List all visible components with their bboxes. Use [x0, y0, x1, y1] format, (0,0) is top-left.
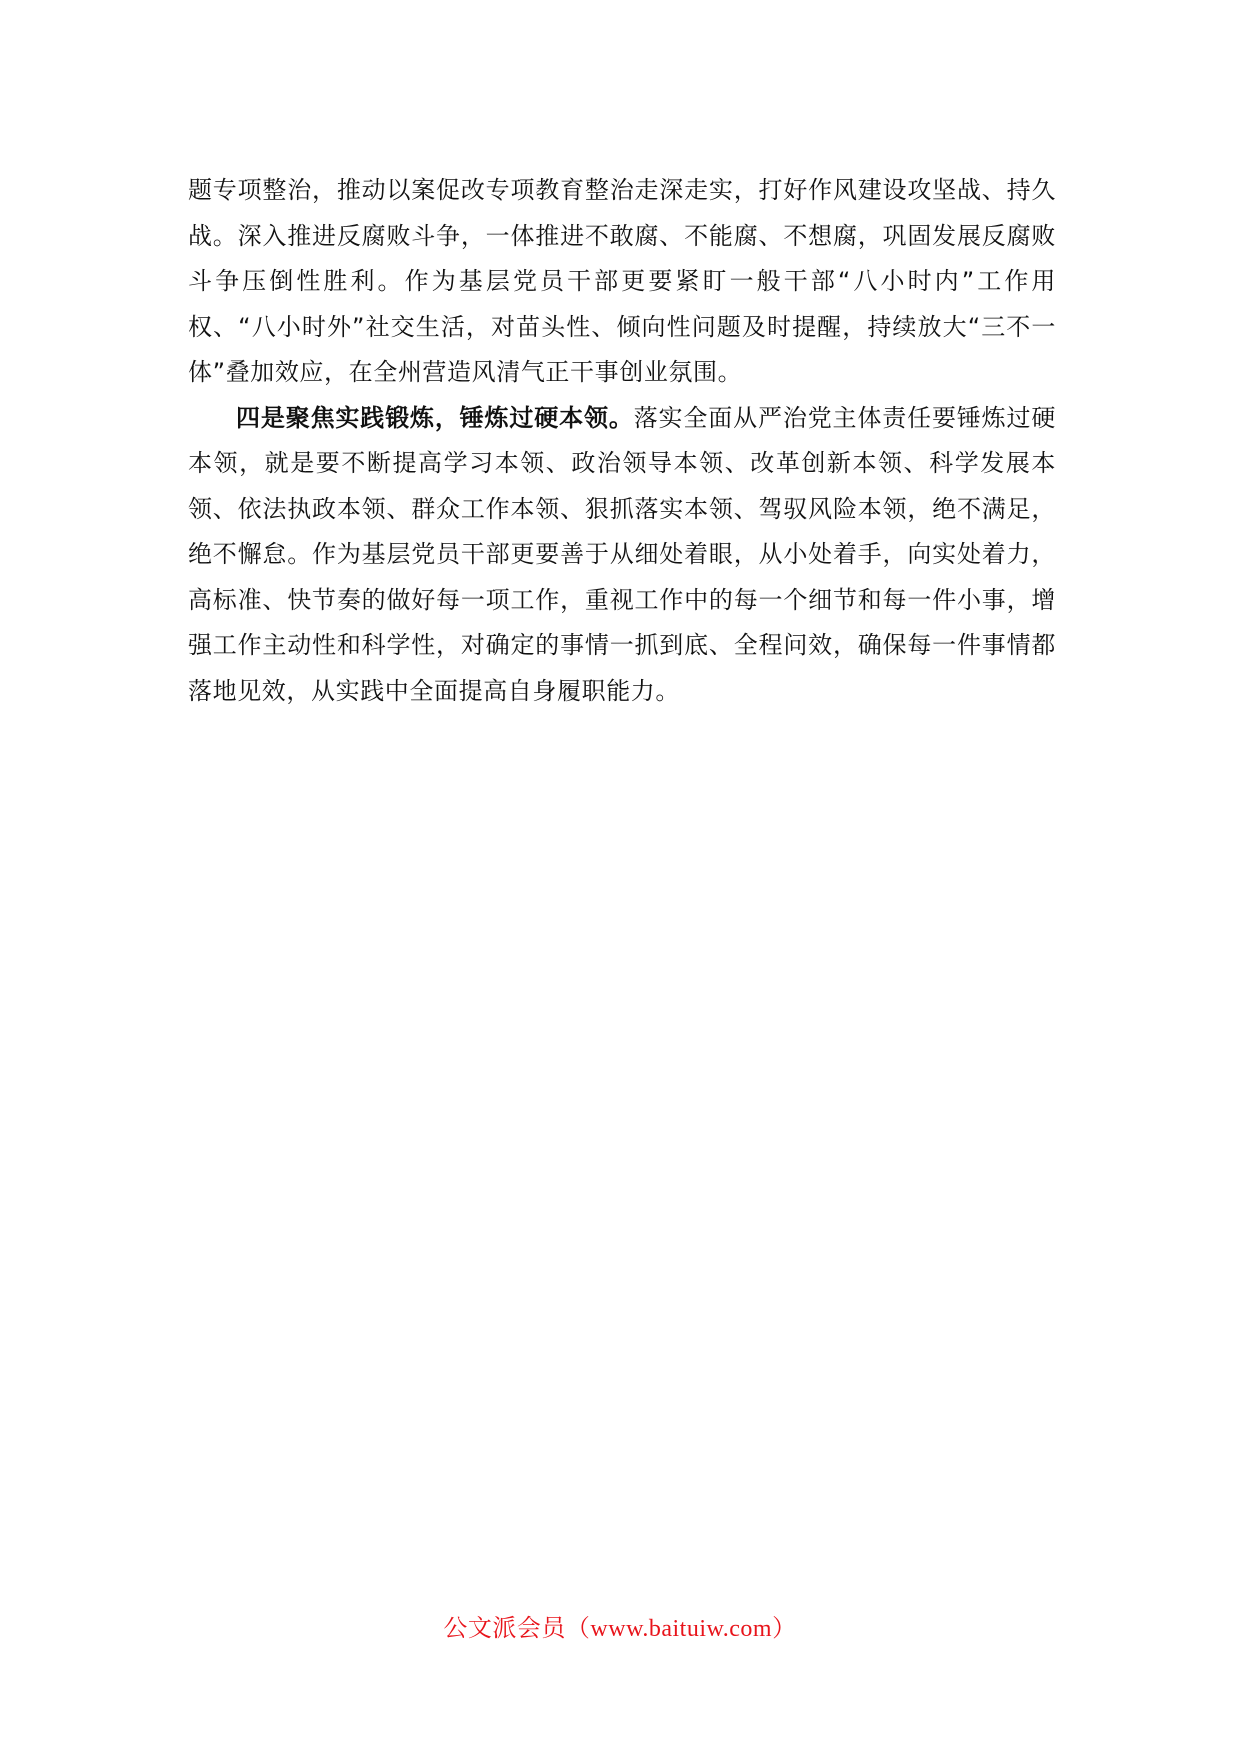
paragraph-four [188, 396, 1056, 715]
footer-brand: 公文派会员 [443, 1614, 566, 1642]
footer-watermark [0, 1613, 1240, 1644]
document-body [188, 168, 1056, 714]
footer-url[interactable]: www.baituiw.com [590, 1616, 773, 1642]
footer-close-paren: ） [772, 1614, 797, 1642]
footer-open-paren: （ [565, 1614, 591, 1642]
paragraph-heading: 四是聚焦实践锻炼，锤炼过硬本领。 [236, 403, 634, 432]
paragraph-text: 落实全面从严治党主体责任要锤炼过硬本领，就是要不断提高学习本领、政治领导本领、改革创新本领、科学发展本领、依法执政本领、群众工作本领、狠抓落实本领、驾驭风险本领，绝不满足，绝不懈怠。作为基层党员干部更要善于从细处着眼，从小处着手，向实处着力，高标准、快节奏的做好每一项工作，重视工作中的每一个细节和每一件小事，增强工作主动性和科学性，对确定的事情一抓到底、全程问效，确保每一件事情都落地见效，从实践中全面提高自身履职能力。 [188, 403, 1056, 705]
paragraph-continuation: 题专项整治，推动以案促改专项教育整治走深走实，打好作风建设攻坚战、持久战。深入推进反腐败斗争，一体推进不敢腐、不能腐、不想腐，巩固发展反腐败斗争压倒性胜利。作为基层党员干部更要紧盯一般干部“八小时内”工作用权、“八小时外”社交生活，对苗头性、倾向性问题及时提醒，持续放大“三不一体”叠加效应，在全州营造风清气正干事创业氛围。 [188, 176, 1056, 386]
